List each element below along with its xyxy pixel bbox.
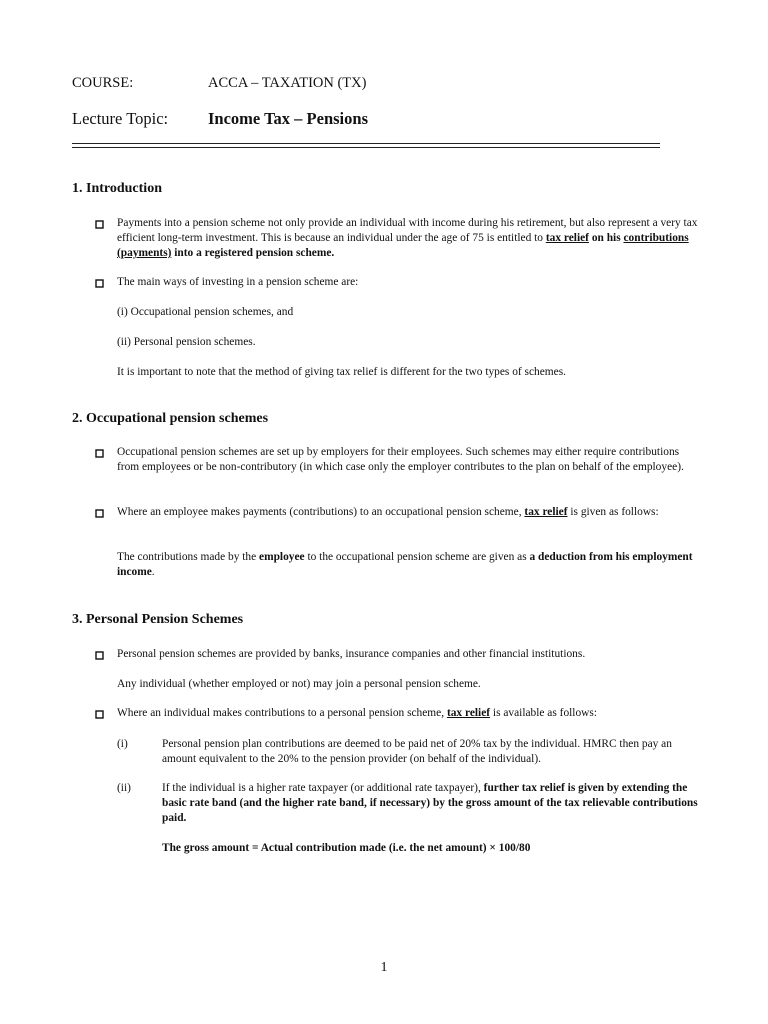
personal-bullet-1: Personal pension schemes are provided by banks, insurance companies and other financial institutions.	[117, 648, 586, 660]
pers-b2-text: Where an individual makes contributions to a personal pension scheme,	[117, 707, 447, 719]
intro-item-personal: (ii) Personal pension schemes.	[117, 336, 256, 348]
personal-bullet-2	[117, 706, 701, 721]
page-number: 1	[380, 960, 388, 975]
gross-amount-formula: The gross amount = Actual contribution made (i.e. the net amount) × 100/80	[162, 842, 531, 854]
occ-p-end: .	[151, 566, 155, 578]
topic-value: Income Tax – Pensions	[208, 109, 368, 128]
intro-bullet-1	[117, 216, 701, 261]
pers-b2-tax-relief: tax relief	[446, 707, 491, 719]
intro-item-occupational: (i) Occupational pension schemes, and	[117, 306, 294, 318]
personal-para-join: Any individual (whether employed or not) may join a personal pension scheme.	[117, 678, 481, 690]
intro-note: It is important to note that the method of giving tax relief is different for the two types of schemes.	[117, 366, 566, 378]
occ-b2-end: is given as follows:	[567, 506, 659, 518]
topic-label: Lecture Topic:	[72, 109, 169, 128]
hollow-square-bullet-icon	[95, 449, 104, 458]
occ-b2-tax-relief: tax relief	[524, 506, 568, 518]
intro-b1-end: into a registered pension scheme.	[171, 247, 335, 259]
hollow-square-bullet-icon	[95, 279, 104, 288]
intro-b1-text: Payments into a pension scheme not only provide an individual with income during his retirement, but also represent a very tax efficient long-term investment. This is because an individual under the age of 75 is entitled to	[117, 217, 698, 244]
section-heading-introduction: 1. Introduction	[72, 181, 162, 196]
occ-p-text-a: The contributions made by the	[117, 551, 260, 563]
occupational-bullet-2	[117, 505, 701, 520]
hollow-square-bullet-icon	[95, 220, 104, 229]
header-rule-top	[72, 143, 660, 144]
intro-b1-contributions: contributions (payments)	[117, 232, 689, 259]
section-heading-personal: 3. Personal Pension Schemes	[72, 612, 244, 627]
hollow-square-bullet-icon	[95, 710, 104, 719]
personal-item-2-label: (ii)	[117, 782, 131, 794]
occ-p-deduction: a deduction from his employment income	[117, 551, 693, 578]
intro-b1-on-his: on his	[588, 232, 624, 244]
header-rule-bottom	[72, 147, 660, 148]
course-label: COURSE:	[72, 75, 134, 91]
occupational-deduction-para	[117, 550, 701, 580]
personal-item-1-label: (i)	[117, 738, 128, 750]
section-heading-occupational: 2. Occupational pension schemes	[72, 411, 269, 426]
occupational-bullet-1: Occupational pension schemes are set up by employers for their employees. Such schemes may either require contributions from employees or be non-contributory (in which case only the employer contributes to the plan on behalf of the employee).	[117, 446, 684, 473]
occ-p-text-c: to the occupational pension scheme are given as	[304, 551, 530, 563]
personal-item-1-text: Personal pension plan contributions are deemed to be paid net of 20% tax by the individual. HMRC then pay an amount equivalent to the 20% to the pension provider (on behalf of the individual).	[162, 738, 672, 765]
pers-n2-text: If the individual is a higher rate taxpayer (or additional rate taxpayer),	[162, 782, 484, 794]
occ-p-employee: employee	[259, 551, 305, 563]
hollow-square-bullet-icon	[95, 509, 104, 518]
intro-bullet-2: The main ways of investing in a pension scheme are:	[117, 276, 359, 288]
occ-b2-text: Where an employee makes payments (contributions) to an occupational pension scheme,	[117, 506, 525, 518]
pers-b2-end: is available as follows:	[490, 707, 597, 719]
personal-item-2-text	[162, 781, 702, 826]
hollow-square-bullet-icon	[95, 651, 104, 660]
intro-b1-tax-relief: tax relief	[545, 232, 589, 244]
pers-n2-further-relief: further tax relief is given by extending the basic rate band (and the higher rate band, if necessary) by the gross amount of the tax relievable contributions paid.	[162, 782, 698, 824]
course-value: ACCA – TAXATION (TX)	[208, 75, 367, 91]
